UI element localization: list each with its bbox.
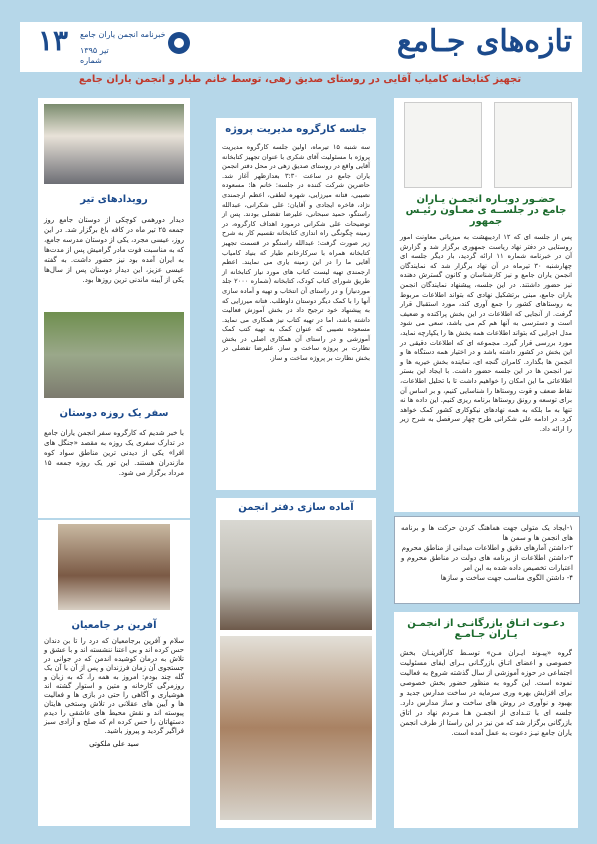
meeting-title: جلسه کارگروه مدیریت پروژه — [225, 124, 367, 135]
masthead — [20, 22, 582, 72]
list-item-2: ۲-داشتن آمارهای دقیق و اطلاعات میدانی از مناطق محروم — [401, 544, 573, 552]
right-column — [394, 98, 578, 512]
meeting-text: سه شنبه ۱۵ تیرماه، اولین جلسه کارگروه مدیریت پروژه با مسئولیت آقای شکری با عنوان تجهیز کتابخانه آقایی واقع در روستای صدیق زهی در محل دفتر انجمن یاران جامع در ساعت ۳:۳۰ بعدازظهر آغاز شد. حاضرین شرکت کننده در جلسه: خانم ها: مسعوده نصیبی، فتانه میرزایی، شهره لطفی، اعظم ارجمندی نژاد، فاخره ایجادی و آقایان: علی شکرانی، عبدالله راستگو، حمید سبحانی، علیرضا تفضلی بودند. پس از توضیحات علی شکرانی درمورد اهداف کارگروه، در زمینه چگونگی راه اندازی کتابخانه تقسیم کار به شرح زیر صورت گرفت: عبدالله راستگو در قسمت تجهیز کتابخانه همراه با سرکارخانم طیار که بنیاد کامیاب آقایی ما را در این زمینه یاری می نمایند. اعظم ارجمندی تهیه لیست کتاب های مورد نیاز کتابخانه از طریق شورای کتاب کودک، کتابخانه (شماره ۲۰۰۰ جلد موردنیاز) و در راستای آن انتخاب و تهیه و آماده سازی آنها را با کمک دیگر دوستان داوطلب. فتانه میرزایی که به پیشنهاد خود ترجیح داد در بخش آموزش فعالیت داشته باشد، اما در تهیه کتاب نیز همکاری می نماید. مسعوده نصیبی که عنوان کمک به تهیه کتب کمک آموزشی و در راستای آن همکاری اصلی در بخش نظارت بر پروژه ساخت و ساز. علیرضا تفضلی در بخش نظارت بر پروژه ساخت و ساز. — [222, 143, 370, 363]
newsletter-title: تازه‌های جـامع — [396, 24, 572, 59]
issue-number: ۱۳ — [38, 24, 69, 57]
ashena-signature: سید علی ملکوتی — [89, 740, 139, 748]
ashena-title: آفرین بر جامعیان — [71, 620, 157, 631]
issue-label: شماره — [80, 56, 102, 65]
office-photo-2 — [220, 636, 372, 820]
group-photo — [44, 104, 184, 184]
visit-title: حضـور دوبـاره انجمـن یـاران جامع در جلســه ی معـاون رئیـس جمهور — [405, 194, 567, 227]
headline: تجهیز کتابخانه کامیاب آقایی در روستای صدیق زهی، توسط خانم طیار و انجمن یاران جامع — [78, 74, 522, 85]
office-title: آماده سازی دفتر انجمن — [238, 502, 354, 513]
list-item-4: ۴- داشتن الگوی مناسب جهت ساخت و سازها — [440, 574, 573, 582]
office-column — [216, 498, 376, 828]
list-box — [394, 516, 580, 604]
tir-text: دیدار دورهمی کوچکی از دوستان جامع روز جمعه ۲۵ تیر ماه در کافه باغ برگزار شد. در این روز، عیسی مجرد، یکی از دوستان مدرسه جامع، که به مناسبت فوت مادر گرامیش پس از مدت‌ها به ایران آمده بود نیز حضور داشت. به گفته عیسی عزیز، این دیدار دوستان پس از سال‌ها یکی از آیینه ماندنی ترین روزها بود. — [44, 216, 184, 284]
nature-photo — [44, 312, 184, 398]
list-item-1: ۱-ایجاد یک متولی جهت هماهنگ کردن حرکت ها و برنامه های انجمن ها و سمن ها — [401, 524, 573, 542]
middle-column — [216, 118, 376, 490]
visit-text: پس از جلسه ای که ۱۲ اردیبهشت به میزبانی معاونت امور روستایی در دفتر نهاد ریاست جمهوری برگزار شد و گزارش آن در خبرنامه شماره ۱۱ ارائه گردید، بار دیگر جلسه ای چهارشنبه ۳۰ تیرماه در آن نهاد برگزار شد که نمایندگان انجمن یاران جامع و نیز کارشناسان و کانون گسترش دهنده نیز حضور داشتند. در این جلسه، پیشنهاد نمایندگان انجمن یاران جامع، مبنی برتشکیل نهادی که بتواند اطلاعات مربوط به روستاهای کشور را جمع آوری کند، مورد استقبال قرار گرفت. از آنجایی که اطلاعات در این بخش پراکنده و ضعیف است و دسترسی به آنها هم کم می باشد، سعی می شود مدل اجرایی که بتواند اطلاعات همه بخش ها را یکپارچه نماید، مورد بررسی قرار گیرد. مجموعه ای که اطلاعات دقیقی در این بخش در کشور داشته باشد و در اختیار همه دستگاه ها و انجمن ها بگذارد. کامران گنجه ای، نماینده بخش خیریه ها و نیز انجمن ها در این جلسه حضور داشت. با ایجاد این بستر اطلاعاتی ما این امکان را خواهیم داشت تا با تحلیل اطلاعات، نقاط ضعف و قوت روستاها را شناسایی کنیم، و بر اساس آن برای توسعه و رونق روستاها برنامه ریزی کنیم. این داده ها نه تنها به ما بلکه به همه نهادهای نیکوکاری کشور کمک خواهد کرد. در ادامه علی شکرانی طرح چهار سرفصل به شرح زیر را ارائه داد. — [400, 233, 572, 433]
trip-text: با خبر شدیم که کارگروه سفر انجمن یاران جامع در تدارک سفری یک روزه به مقصد «جنگل های افرا» یکی از دیدنی ترین مناطق سواد کوه مازندران هستند. این تور یک روزه جمعه ۱۵ مرداد برگزار می شود. — [44, 429, 184, 477]
letter-scan-2 — [494, 102, 572, 188]
trip-title: سفر یک روزه دوستان — [59, 408, 169, 419]
invite-title: دعـوت اتـاق بازرگانـی از انجمـن یـاران جـامـع — [407, 618, 565, 640]
newsletter-name: خبرنامه انجمن یاران جامع — [80, 30, 166, 39]
tir-title: رویدادهای تیر — [80, 194, 148, 205]
invite-column — [394, 612, 578, 828]
portrait-photo — [58, 524, 170, 610]
left-column — [38, 98, 190, 518]
invite-text: گروه «پیـوند ایـران مـن» توسـط کارآفرینـان بخش خصوصی و اعضای اتـاق بازرگـانی بـرای ایفای مسئولیت اجتماعی در حوزه آموزشی از سال گذشته شروع به فعالیت نموده است. این گروه به منظور حضور بخش خصوصی برای افزایش بهره وری سرمایه در ساخت مدارس جدید و بهبود و نوآوری در روش های ساخت و ساز مدارس دارد. جلسه ای با تنـدادی از انجمـن هـا مـردم نهاد در اتاق بازرگانی برگزار شد که من نیز در این راستا از طرف انجمن یاران جامع نیـز دعوت به عمل آمده است. — [400, 649, 572, 737]
list-item-3: ۳-داشتن اطلاعات از برنامه های دولت در مناطق محروم و اعتبارات تخصیص داده شده به این امر — [401, 554, 573, 572]
office-photo-1 — [220, 520, 372, 630]
ashena-text: سلام و آفرین برجامعیان که درد را تا بن دندان حس کرده اند و بی اعتنا ننشسته اند و با عشق و تلاش به درمان کوشیده اندمن که در جوانی در جستجوی آن زمان فرزندان و پس از آن با آن یک گله چند بودم: امروز به همه را، که به زبان و روزمرگی کارخانه و متین و استوار گشته اند هوشیاری و آگاهی را حتی در بازی ها و فعالیت ها و آیین های عقلانی در تلاش وستخی هایتان پیوسته اند و نقش محیط های عاشقی را دیدم دستهاتان را حس کرده ام که صلح و آزادی سبز فراگیر گردید و پیروز باشید. — [44, 637, 184, 735]
issue-date: تیر ۱۳۹۵ — [80, 46, 109, 55]
letter-scan-1 — [404, 102, 482, 188]
association-logo-icon — [168, 32, 190, 54]
left-lower-column — [38, 520, 190, 826]
